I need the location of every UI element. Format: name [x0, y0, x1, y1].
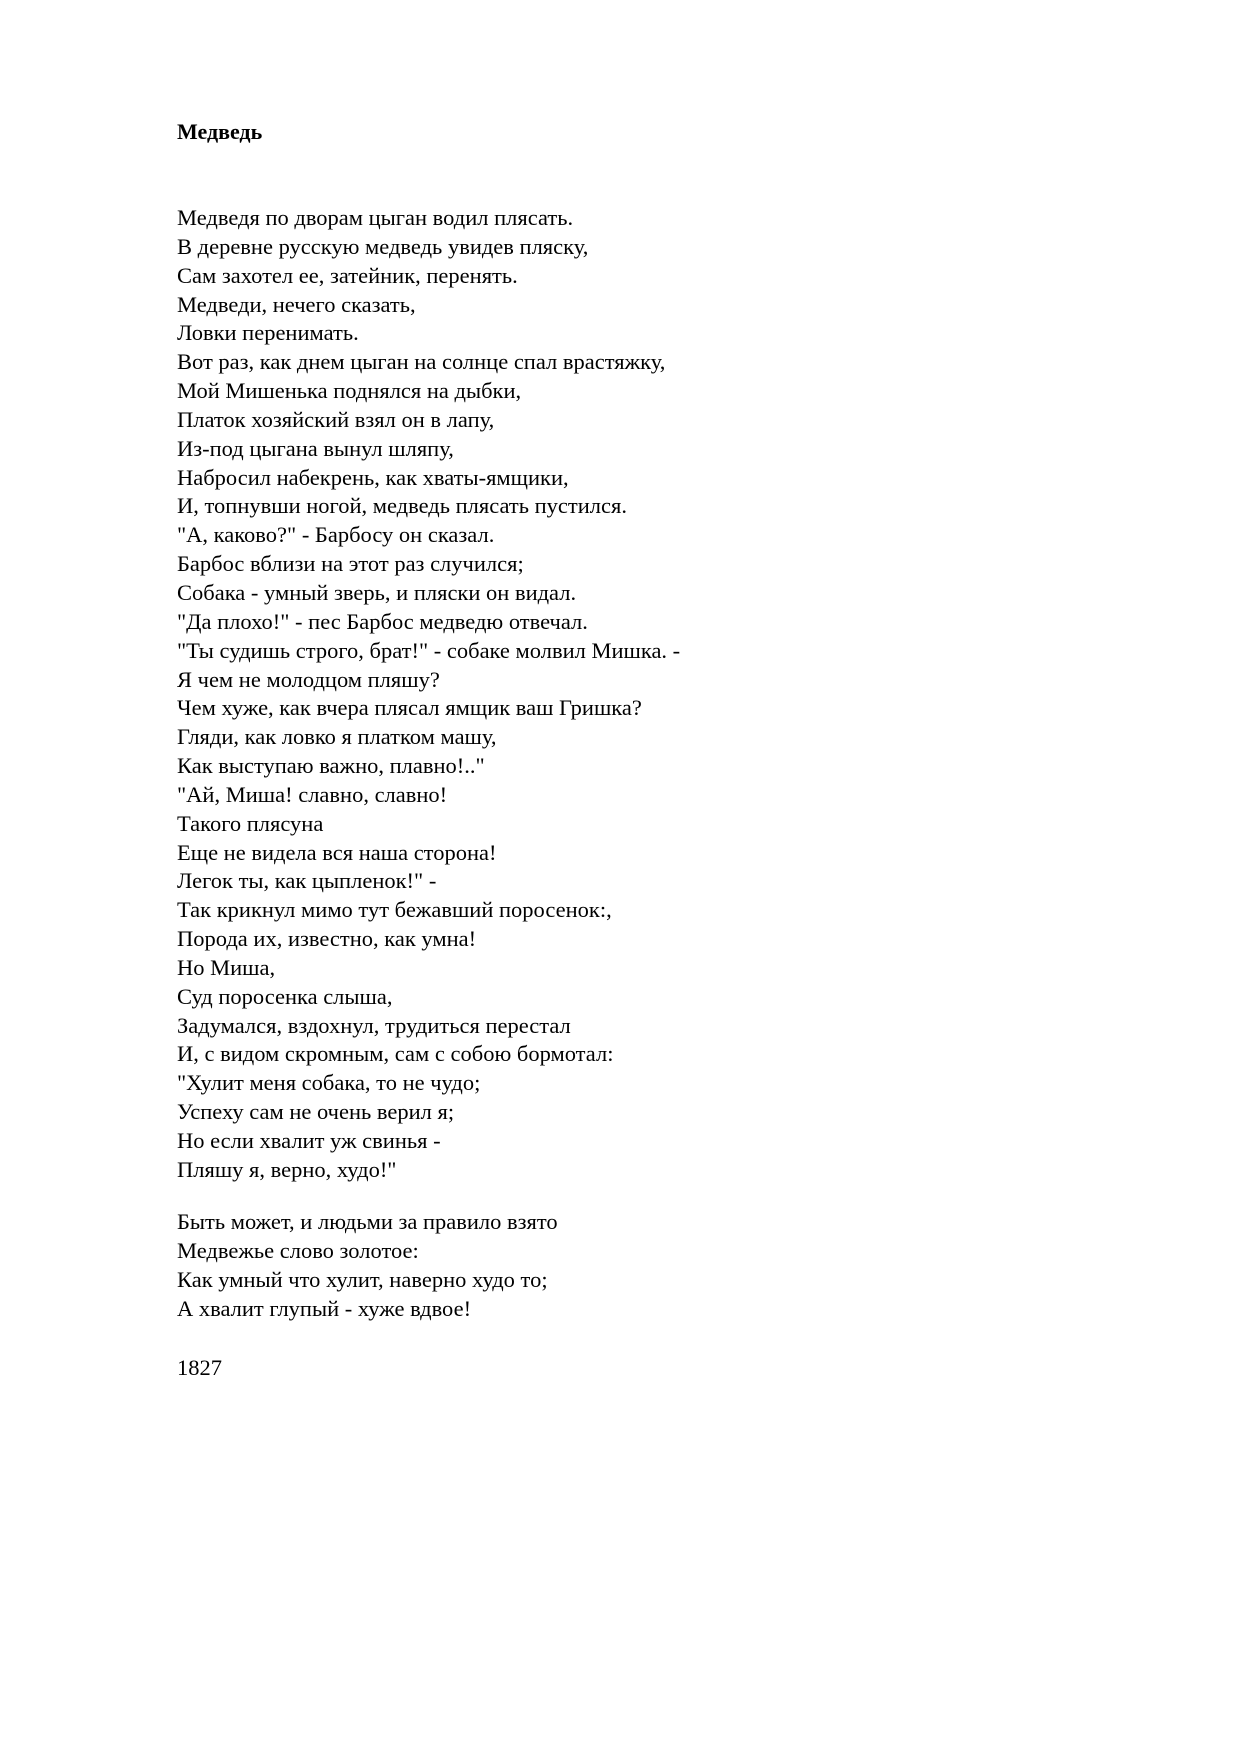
- poem-line: Суд поросенка слыша,: [177, 983, 393, 1009]
- poem-line: Такого плясуна: [177, 810, 324, 836]
- poem-line: Как умный что хулит, наверно худо то;: [177, 1266, 548, 1292]
- poem-line: "Да плохо!" - пес Барбос медведю отвечал.: [177, 608, 588, 634]
- poem-line: Но если хвалит уж свинья -: [177, 1128, 441, 1153]
- poem-line: Барбос вблизи на этот раз случился;: [177, 551, 524, 577]
- poem-line: Сам захотел ее, затейник, перенять.: [177, 262, 518, 288]
- poem-line: Как выступаю важно, плавно!..": [177, 753, 485, 779]
- poem-line: Гляди, как ловко я платком машу,: [177, 724, 497, 750]
- poem-line: Вот раз, как днем цыган на солнце спал врастяжку,: [177, 349, 666, 375]
- poem-line: В деревне русскую медведь увидев пляску,: [177, 233, 589, 259]
- poem-line: Так крикнул мимо тут бежавший поросенок:,: [177, 897, 612, 923]
- poem-line: Собака - умный зверь, и пляски он видал.: [177, 579, 577, 605]
- poem-line: Медведя по дворам цыган водил плясать.: [177, 205, 574, 230]
- poem-line: Медвежье слово золотое:: [177, 1237, 419, 1263]
- stanza-2: [177, 1208, 558, 1323]
- poem-line: Пляшу я, верно, худо!": [177, 1156, 397, 1182]
- poem-line: Порода их, известно, как умна!: [177, 926, 477, 952]
- poem-line: Успеху сам не очень верил я;: [177, 1099, 455, 1125]
- poem-line: "Хулит меня собака, то не чудо;: [177, 1070, 481, 1096]
- poem-line: И, с видом скромным, сам с собою бормотал:: [177, 1041, 614, 1067]
- poem-line: "А, каково?" - Барбосу он сказал.: [177, 522, 495, 548]
- poem-line: Но Миша,: [177, 954, 276, 980]
- poem-line: Чем хуже, как вчера плясал ямщик ваш Гришка?: [177, 695, 642, 721]
- poem-line: Мой Мишенька поднялся на дыбки,: [177, 378, 522, 404]
- poem-line: Набросил набекрень, как хваты-ямщики,: [177, 464, 569, 490]
- poem-title: Медведь: [177, 119, 263, 144]
- poem-line: Легок ты, как цыпленок!" -: [177, 868, 437, 894]
- poem-line: А хвалит глупый - хуже вдвое!: [177, 1295, 472, 1321]
- poem-line: И, топнувши ногой, медведь плясать пустился.: [177, 493, 627, 519]
- poem-line: Еще не видела вся наша сторона!: [177, 839, 497, 865]
- poem-year: 1827: [177, 1355, 222, 1380]
- poem-line: Из-под цыгана вынул шляпу,: [177, 435, 454, 461]
- poem-line: "Ай, Миша! славно, славно!: [177, 781, 448, 807]
- poem-line: Я чем не молодцом пляшу?: [177, 666, 440, 692]
- poem-line: Быть может, и людьми за правило взято: [177, 1209, 558, 1234]
- poem-line: Ловки перенимать.: [177, 320, 359, 346]
- poem-line: Медведи, нечего сказать,: [177, 291, 416, 317]
- poem-line: Платок хозяйский взял он в лапу,: [177, 406, 495, 432]
- poem-line: Задумался, вздохнул, трудиться перестал: [177, 1012, 571, 1038]
- poem-line: "Ты судишь строго, брат!" - собаке молвил Мишка. -: [177, 637, 681, 663]
- stanza-1: [177, 204, 680, 1185]
